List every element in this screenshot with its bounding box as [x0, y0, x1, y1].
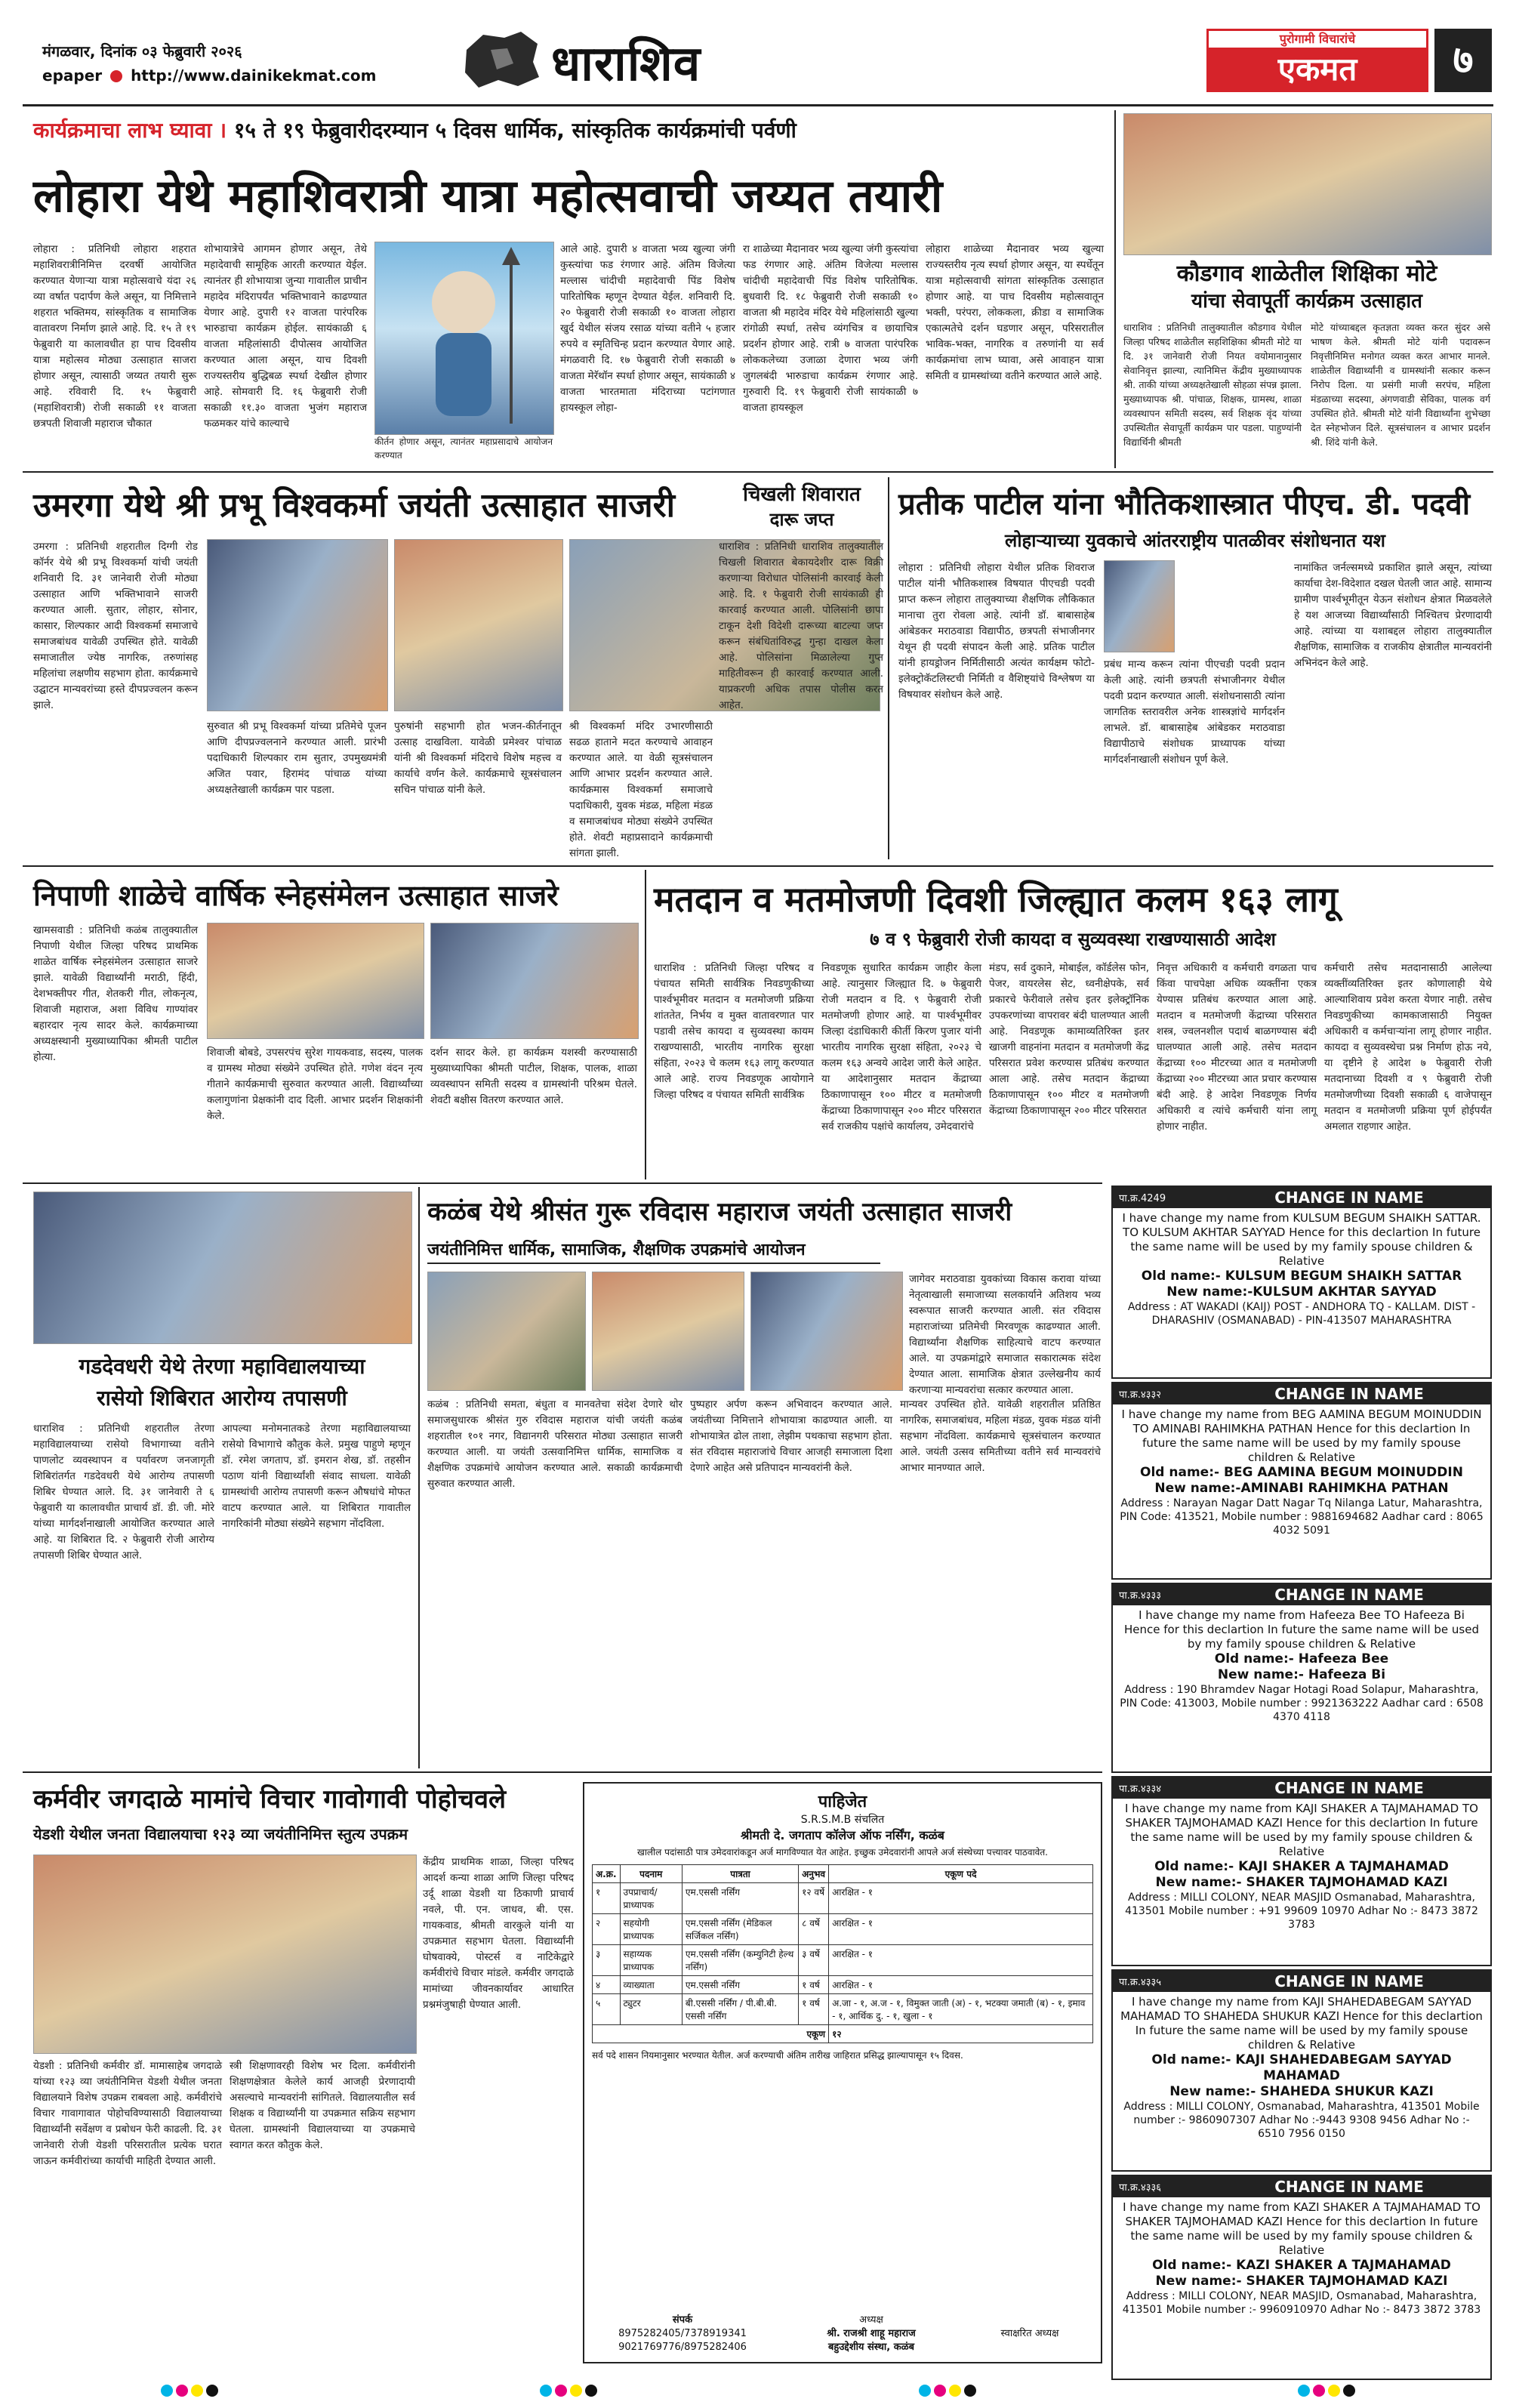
umarga-col-3: पुरुषांनी सहभागी होत भजन-कीर्तनातून उत्साह दाखविला. यावेळी प्रमेश्वर पांचाळ यांनी श्री विश्वकर्मा मंदिराचे विशेष महत्त्व व कार्याचे वर्णन केले. कार्यक्रमाचे सूत्रसंचालन सचिन पांचाळ यांनी केले.	[394, 720, 562, 796]
vacancy-row	[593, 1994, 1093, 2025]
umarga-col-2: सुरुवात श्री प्रभू विश्वकर्मा यांच्या प्रतिमेचे पूजन आणि दीपप्रज्वलनाने करण्यात आली. प्रारंभी पदाधिकारी शिल्पकार राम सुतार, उपमुख्यमंत्री अजित पवार, हिरामंद पांचाळ यांच्या अध्यक्षतेखाली कार्यक्रम पार पडला.	[207, 720, 387, 796]
notice-address: Address : Narayan Nagar Datt Nagar Tq Nilanga Latur, Maharashtra, PIN Code: 413521, Mobile number : 9881694682 Aadhar card : 8065 4032 5091	[1120, 1497, 1484, 1537]
print-registration-marks	[0, 2385, 1516, 2403]
lohara-col-2: शोभायात्रेचे आगमन होणार असून, तेथे महादेवाची सामूहिक आरती करण्यात येईल. त्यानंतर ही शोभायात्रा जुन्या गावातील प्राचीन महादेव मंदिरापर्यंत भक्तिभावाने काढण्यात येणार आहे. दुपारी १२ वाजता पारंपरिक भारुडाचा कार्यक्रम होईल. सायंकाळी ६ वाजता महिलांसाठी दीपोत्सव आयोजित करण्यात आला असून, याच दिवशी राज्यस्तरीय बुद्धिबळ स्पर्धा देखील होणार आहे. सोमवारी दि. १६ फेब्रुवारी रोजी सकाळी ११.३० वाजता भुजंग महाराज फळमकर यांचे काल्याचे	[204, 243, 367, 430]
notice-address: Address : MILLI COLONY, NEAR MASJID, Osmanabad, Maharashtra, 413501 Mobile number :- 9960910970 Adhar No :- 8473 3872 3783	[1122, 2290, 1481, 2316]
nipani-photo-2	[430, 923, 639, 1039]
notice-new-name: New name:- SHAKER TAJMOHAMAD KAZI	[1155, 2274, 1448, 2289]
vacancy-cell: एम.एससी नर्सिंग (मेडिकल सर्जिकल नर्सिंग)	[682, 1914, 798, 1945]
vacancy-row	[593, 1914, 1093, 1945]
name-change-notice	[1111, 1382, 1492, 1580]
notice-new-name: New name:- Hafeeza Bi	[1217, 1667, 1386, 1682]
vacancy-cell: उपप्राचार्य/प्राध्यापक	[620, 1883, 682, 1914]
kalamb-photo-3	[750, 1272, 903, 1391]
vacancy-row	[593, 1883, 1093, 1914]
district-map-icon	[461, 27, 544, 91]
election-headline: मतदान व मतमोजणी दिवशी जिल्ह्यात कलम १६३ लागू	[654, 879, 1338, 920]
website-link[interactable]: http://www.dainikekmat.com	[131, 66, 377, 85]
name-change-notice	[1111, 2175, 1492, 2380]
vacancy-col-header: एकूण पदे	[829, 1865, 1093, 1883]
kalamb-subhead: जयंतीनिमित्त धार्मिक, सामाजिक, शैक्षणिक उपक्रमांचे आयोजन	[427, 1237, 880, 1264]
vacancy-signatory: अध्यक्ष श्री. राजश्री शाहू महाराज बहुउद्देशीय संस्था, कळंब	[827, 2314, 916, 2353]
umarga-col-4: श्री विश्वकर्मा मंदिर उभारणीसाठी सढळ हाताने मदत करण्याचे आवाहन करण्यात आले. या वेळी सूत्रसंचालन आणि आभार प्रदर्शन करण्यात आले. कार्यक्रमास विश्वकर्मा समाजाचे पदाधिकारी, युवक मंडळ, महिला मंडळ व समाजबांधव मोठ्या संख्येने उपस्थित होते. शेवटी महाप्रसादाने कार्यक्रमाची सांगता झाली.	[569, 720, 713, 859]
vacancy-cell: ३ वर्षे	[799, 1945, 829, 1976]
vacancy-col-header: अ.क्र.	[593, 1865, 621, 1883]
notice-ref: पा.क्र.४३३५	[1119, 1977, 1162, 1988]
name-change-notice	[1111, 1776, 1492, 1966]
kalamb-photo-1	[427, 1272, 586, 1391]
vacancy-cell: १	[593, 1883, 621, 1914]
vacancy-cell: १ वर्ष	[799, 1976, 829, 1994]
notice-header	[1113, 1187, 1490, 1208]
phd-headline: प्रतीक पाटील यांना भौतिकशास्त्रात पीएच. डी. पदवी	[898, 487, 1471, 522]
vacancy-row	[593, 1976, 1093, 1994]
vacancy-cell: सहाय्यक प्राध्यापक	[620, 1945, 682, 1976]
phd-col-1: लोहारा : प्रतिनिधी लोहारा येथील प्रतिक शिवराज पाटील यांनी भौतिकशास्त्र विषयात पीएचडी पदवी प्राप्त करून लोहारा तालुक्याच्या शैक्षणिक लौकिकात मानाचा तुरा रोवला आहे. त्यांनी डॉ. बाबासाहेब आंबेडकर मराठवाडा विद्यापीठ, छत्रपती संभाजीनगर येथून ही पदवी संपादन केली आहे. प्रतिक पाटील यांनी हायड्रोजन निर्मितीसाठी अत्यंत कार्यक्षम फोटो-इलेक्ट्रोकॅटलिस्टची निर्मिती व वैशिष्ट्यांचे विश्लेषण या विषयावर संशोधन केले आहे.	[898, 562, 1095, 701]
masthead	[0, 0, 1516, 103]
contact-phone-2: 9021769776/8975282406	[618, 2342, 747, 2353]
phd-col-3: नामांकित जर्नल्समध्ये प्रकाशित झाले असून, त्यांच्या कार्याचा देश-विदेशात दखल घेतली जात आहे. सामान्य ग्रामीण पार्श्वभूमीतून येऊन संशोधन क्षेत्रात मिळवलेले हे यश आजच्या विद्यार्थ्यांसाठी निश्चितच प्रेरणादायी आहे. त्यांच्या या यशाबद्दल लोहारा तालुक्यातील शैक्षणिक, सामाजिक व राजकीय क्षेत्रातील मान्यवरांनी अभिनंदन केले आहे.	[1294, 562, 1492, 669]
lohara-photo-caption: कीर्तन होणार असून, त्यानंतर महाप्रसादाचे आयोजन करण्यात	[374, 436, 553, 461]
retirement-function-photo	[1123, 113, 1492, 255]
terna-camp-photo	[33, 1192, 412, 1344]
notice-ref: पा.क्र.४३३६	[1119, 2182, 1162, 2194]
nipani-col-1: खामसवाडी : प्रतिनिधी कळंब तालुक्यातील निपाणी येथील जिल्हा परिषद प्राथमिक शाळेत वार्षिक स्नेहसंमेलन उत्साहात साजरे झाले. यावेळी विद्यार्थ्यांनी मराठी, हिंदी, देशभक्तीपर गीत, शेतकरी गीत, लोकनृत्य, शिवाजी महाराज, अशा विविध गाण्यांवर बहारदार नृत्य सादर केले. कार्यक्रमाच्या अध्यक्षस्थानी मुख्याध्यापिका श्रीमती पाटील होत्या.	[33, 924, 198, 1063]
kalamb-col-4: जागेवर मराठवाडा युवकांच्या विकास करावा यांच्या नेतृत्वाखाली समाजाच्या सलकार्याने अतिशय भव्य स्वरूपात साजरी करण्यात आली. संत रविदास महाराजांच्या प्रतिमेची मिरवणूक काढण्यात आली. विद्यार्थ्यांना शैक्षणिक साहित्याचे वाटप करण्यात आले. या उपक्रमांद्वारे समाजात सकारात्मक संदेश देण्यात आला. सामाजिक क्षेत्रात उल्लेखनीय कार्य करणाऱ्या मान्यवरांचा सत्कार करण्यात आला.	[909, 1273, 1101, 1396]
teacher-col-1: धाराशिव : प्रतिनिधी तालुक्यातील कौडगाव येथील जिल्हा परिषद शाळेतील सहशिक्षिका श्रीमती मोटे या दि. ३१ जानेवारी रोजी नियत वयोमानानुसार सेवानिवृत्त झाल्या, त्यानिमित्त केंद्रीय मुख्याध्यापक श्री. ताकी यांच्या अध्यक्षतेखाली सोहळा संपन्न झाला. मुख्याध्यापक श्री. पांचाळ, शिक्षक, ग्रामस्थ, शाळा व्यवस्थापन समिती सदस्य, सर्व शिक्षक वृंद यांच्या उपस्थितीत सेवापूर्ती कार्यक्रम पार पडला. पाहुण्यांनी विद्यार्थिनी श्रीमती	[1123, 322, 1302, 448]
phd-col-2: प्रबंध मान्य करून त्यांना पीएचडी पदवी प्रदान केली आहे. त्यांनी छत्रपती संभाजीनगर येथील पदवी प्रदान करण्यात आली. संशोधनासाठी त्यांना जागतिक स्तरावरील अनेक शास्त्रज्ञांचे मार्गदर्शन लाभले. डॉ. बाबासाहेब आंबेडकर मराठवाडा विद्यापीठाचे संशोधक प्राध्यापक यांच्या मार्गदर्शनाखाली संशोधन पूर्ण केले.	[1104, 658, 1285, 766]
notice-old-name: Old name:- KAJI SHAHEDABEGAM SAYYAD MAHAMAD	[1151, 2052, 1452, 2083]
yedshi-headline: कर्मवीर जगदाळे मामांचे विचार गावोगावी पोहोचवले	[33, 1784, 507, 1814]
logo-brand: एकमत	[1209, 48, 1426, 92]
liquor-headline-2: दारू जप्त	[769, 509, 834, 530]
notice-new-name: New name:- SHAHEDA SHUKUR KAZI	[1169, 2084, 1434, 2099]
lord-shiva-photo	[374, 242, 554, 435]
vacancy-intro: खालील पदांसाठी पात्र उमेदवारांकडून अर्ज मागविण्यात येत आहेत. इच्छुक उमेदवारांनी आपले अर्ज संस्थेच्या पत्त्यावर पाठवावेत.	[637, 1847, 1048, 1858]
notice-title: CHANGE IN NAME	[1274, 1779, 1424, 1797]
notice-address: Address : MILLI COLONY, Osmanabad, Maharashtra, 413501 Mobile number :- 9860907307 Adhar No :-9443 9308 9456 Adhar No :- 6510 7956 0150	[1123, 2101, 1480, 2140]
notice-old-name: Old name:- Hafeeza Bee	[1214, 1651, 1389, 1666]
notice-body: I have change my name from Hafeeza Bee TO Hafeeza Bi Hence for this declartion In future the same name will be used by my family spouse children & Relative	[1124, 1608, 1479, 1651]
umarga-photo-1	[207, 539, 388, 711]
logo-tagline: पुरोगामी विचारांचे	[1209, 31, 1426, 48]
vacancy-org: S.R.S.M.B संचलित	[800, 1814, 885, 1826]
globe-icon	[110, 70, 122, 82]
vacancy-cell: ८ वर्षे	[799, 1914, 829, 1945]
election-col-3: मंडप, सर्व दुकाने, मोबाईल, कॉर्डलेस फोन, पेजर, वायरलेस सेट, ध्वनीक्षेपके, सर्व प्रकारचे फेरीवाले तसेच इतर इलेक्ट्रॉनिक उपकरणांच्या वापरावर बंदी घालण्यात आली आहे. निवडणूक कामाव्यतिरिक्त इतर खाजगी वाहनांना मतदान व मतमोजणी केंद्र परिसरात प्रवेश करण्यास प्रतिबंध करण्यात आला आहे. तसेच मतदान केंद्राच्या ठिकाणापासून १०० मीटर व मतमोजणी केंद्राच्या ठिकाणापासून २०० मीटर परिसरात	[989, 962, 1149, 1117]
terna-headline-1: गडदेवधरी येथे तेरणा महाविद्यालयाच्या	[79, 1354, 365, 1379]
newspaper-logo	[1206, 29, 1428, 92]
notice-body: I have change my name from KULSUM BEGUM SHAIKH SATTAR. TO KULSUM AKHTAR SAYYAD Hence for this declartion In future the same name will be used by my family spouse children & Relative	[1122, 1211, 1481, 1268]
terna-col-1: धाराशिव : प्रतिनिधी शहरातील तेरणा महाविद्यालयाच्या रासेयो विभागाच्या वतीने पाणलोट व्यवस्थापन व पर्यावरण जनजागृती शिबिरांतर्गत गडदेवधरी येथे आरोग्य तपासणी शिबिर घेण्यात आले. दि. ३१ जानेवारी ते ६ फेब्रुवारी या कालावधीत प्राचार्य डॉ. डी. जी. मोरे यांच्या मार्गदर्शनाखाली आयोजित करण्यात आले आहे. या शिबिरात दि. २ फेब्रुवारी रोजी आरोग्य तपासणी शिबिर घेण्यात आले.	[33, 1423, 214, 1562]
lohara-col-4: रा शाळेच्या मैदानावर भव्य खुल्या जंगी कुस्त्यांचा फड रंगणार आहे. अंतिम विजेत्या मल्लास चांदीची महादेवाची पिंड विशेष पारितोषिक. बुधवारी दि. १८ फेब्रुवारी रोजी सकाळी १० वाजता श्री महादेव मंदिर येथे महिलांसाठी खुल्या रांगोळी स्पर्धा, तसेच व्यंगचित्र व छायाचित्र प्रदर्शन होणार आहे. रात्री ७ वाजता पारंपरिक लोककलेच्या उजाळा देणारा भव्य जंगी जुगलबंदी भारुडाचा कार्यक्रम रंगणार आहे. गुरुवारी दि. १९ फेब्रुवारी रोजी सायंकाळी ७ वाजता हायस्कूल	[743, 243, 918, 414]
prateek-patil-photo	[1104, 560, 1175, 652]
vacancy-cell: एम.एससी नर्सिंग	[682, 1883, 798, 1914]
notice-title: CHANGE IN NAME	[1274, 1385, 1424, 1403]
name-change-notice	[1111, 1969, 1492, 2172]
notice-old-name: Old name:- BEG AAMINA BEGUM MOINUDDIN	[1140, 1465, 1463, 1480]
yedshi-subhead: येडशी येथील जनता विद्यालयाचा १२३ व्या जयंतीनिमित्त स्तुत्य उपक्रम	[33, 1825, 408, 1843]
vacancy-cell: अ.जा - १, अ.ज - १, विमुक्त जाती (अ) - १, भटक्या जमाती (ब) - १, इमाव - १, आर्थिक दु. - १, खुला - १	[829, 1994, 1093, 2025]
notice-ref: पा.क्र.४३३३	[1119, 1590, 1162, 1602]
notice-ref: पा.क्र.४३३४	[1119, 1784, 1162, 1795]
terna-headline-2: रासेयो शिबिरात आरोग्य तपासणी	[97, 1386, 347, 1411]
election-col-5: कर्मचारी तसेच मतदानासाठी आलेल्या व्यक्तींव्यतिरिक्त इतर कोणालाही येथे आल्याशिवाय प्रवेश करता येणार नाही. तसेच निवडणुकीच्या कामकाजासाठी नियुक्त अधिकारी व कर्मचाऱ्यांना लागू होणार नाहीत. कायदा व सुव्यवस्थेचा प्रश्न निर्माण होऊ नये, या दृष्टीने हे आदेश ७ फेब्रुवारी रोजी मतदानाच्या दिवशी व ९ फेब्रुवारी रोजी मतमोजणीच्या दिवशी सकाळी ६ वाजेपासून मतदान व मतमोजणी प्रक्रिया पूर्ण होईपर्यंत अमलात राहणार आहेत.	[1324, 962, 1492, 1133]
notice-body: I have change my name from KAZI SHAKER A TAJMAHAMAD TO SHAKER TAJMOHAMAD KAZI Hence for this declartion In future the same name will be used by my family spouse children & Relative	[1123, 2200, 1481, 2257]
vacancy-cell: आरक्षित - १	[829, 1976, 1093, 1994]
vacancy-cell: सहयोगी प्राध्यापक	[620, 1914, 682, 1945]
vacancy-col-header: पात्रता	[682, 1865, 798, 1883]
nipani-col-3: दर्शन सादर केले. हा कार्यक्रम यशस्वी करण्यासाठी मुख्याध्यापिका श्रीमती पाटील, शिक्षक, पालक, शाळा व्यवस्थापन समिती सदस्य व ग्रामस्थांनी परिश्रम घेतले. शेवटी बक्षीस वितरण करण्यात आले.	[430, 1047, 637, 1106]
election-col-2: निवडणूक सुधारित कार्यक्रम जाहीर केला आहे. त्यानुसार जिल्ह्यात दि. ७ फेब्रुवारी रोजी मतदान व दि. ९ फेब्रुवारी रोजी मतमोजणी होणार आहे. या पार्श्वभूमीवर जिल्हा दंडाधिकारी कीर्ती किरण पुजार यांनी भारतीय नागरिक सुरक्षा संहिता, २०२३ चे कलम १६३ अन्वये आदेश जारी केले आहेत. या आदेशानुसार मतदान केंद्राच्या ठिकाणापासून १०० मीटर व मतमोजणी केंद्राच्या ठिकाणापासून २०० मीटर परिसरात सर्व राजकीय पक्षांचे कार्यालय, उमेदवारांचे	[821, 962, 981, 1133]
yedshi-photo	[33, 1855, 417, 2054]
notice-address: Address : AT WAKADI (KAIJ) POST - ANDHORA TQ - KALLAM. DIST - DHARASHIV (OSMANABAD) - PIN-413507 MAHARASHTRA	[1127, 1301, 1476, 1327]
notice-new-name: New name:-AMINABI RAHIMKHA PATHAN	[1154, 1481, 1449, 1496]
vacancy-cell: १२ वर्षे	[799, 1883, 829, 1914]
vacancy-cell: ट्युटर	[620, 1994, 682, 2025]
vacancy-row	[593, 1945, 1093, 1976]
notice-address: Address : 190 Bhramdev Nagar Hotagi Road Solapur, Maharashtra, PIN Code: 413003, Mobile number : 9921363222 Aadhar card : 6508 4370 4118	[1120, 1684, 1484, 1723]
teacher-col-2: मोटे यांच्याबद्दल कृतज्ञता व्यक्त करत सुंदर असे भाषण केले. श्रीमती मोटे यांनी पदावरून निवृत्तीनिमित्त मनोगत व्यक्त करत आभार मानले. शाळेतील विद्यार्थ्यांनी व ग्रामस्थांनी सत्कार करून निरोप दिला. या प्रसंगी माजी सरपंच, महिला मंडळाच्या सदस्या, अंगणवाडी सेविका, पालक वर्ग उपस्थित होते. श्रीमती मोटे यांनी विद्यार्थ्यांना शुभेच्छा देत स्नेहभोजन दिले. सूत्रसंचालन व आभार प्रदर्शन श्री. शिंदे यांनी केले.	[1311, 322, 1490, 448]
teacher-headline-1: कौडगाव शाळेतील शिक्षिका मोटे	[1176, 261, 1437, 287]
vacancy-cell: ५	[593, 1994, 621, 2025]
notice-ref: पा.क्र.4249	[1119, 1193, 1166, 1204]
lohara-headline: लोहारा येथे महाशिवरात्री यात्रा महोत्सवाची जय्यत तयारी	[33, 170, 943, 223]
vacancy-col-header: पदनाम	[620, 1865, 682, 1883]
vacancy-cell: एम.एससी नर्सिंग	[682, 1976, 798, 1994]
notice-header	[1113, 1971, 1490, 1992]
banner-text: १५ ते १९ फेब्रुवारीदरम्यान ५ दिवस धार्मिक, सांस्कृतिक कार्यक्रमांची पर्वणी	[233, 118, 797, 143]
election-col-1: धाराशिव : प्रतिनिधी जिल्हा परिषद व पंचायत समिती सार्वत्रिक निवडणुकीच्या पार्श्वभूमीवर मतदान व मतमोजणी प्रक्रिया शांततेत, निर्भय व मुक्त वातावरणात पार पडावी तसेच कायदा व सुव्यवस्था कायम राखण्यासाठी, भारतीय नागरिक सुरक्षा संहिता, २०२३ चे कलम १६३ लागू करण्यात आले आहे. राज्य निवडणूक आयोगाने जिल्हा परिषद व पंचायत समिती सार्वत्रिक	[654, 962, 814, 1101]
vacancy-cell: व्याख्याता	[620, 1976, 682, 1994]
vacancy-table	[592, 1864, 1093, 2043]
notice-new-name: New name:- SHAKER TAJMOHAMAD KAZI	[1155, 1875, 1448, 1890]
vacancy-cell: ३	[593, 1945, 621, 1976]
liquor-headline-1: चिखली शिवारात	[743, 483, 861, 506]
lohara-col-3: आले आहे. दुपारी ४ वाजता भव्य खुल्या जंगी कुस्त्यांचा फड रंगणार आहे. अंतिम विजेत्या मल्लास चांदीची महादेवाची पिंड विशेष पारितोषिक म्हणून देण्यात येईल. शनिवारी दि. २० फेब्रुवारी रोजी सकाळी १० वाजता लोहारा खुर्द येथील संजय रसाळ यांच्या वतीने ५ हजार रुपये व स्मृतिचिन्ह प्रदान करण्यात येणार आहे. मंगळवारी दि. १७ फेब्रुवारी रोजी सकाळी ७ वाजता मेरॅथॉन स्पर्धा होणार असून, सायंकाळी ४ वाजता भारतमाता मंदिराच्या पटांगणात हायस्कूल लोहा-	[560, 243, 735, 414]
notice-old-name: Old name:- KAJI SHAKER A TAJMAHAMAD	[1154, 1859, 1449, 1874]
election-subhead: ७ व ९ फेब्रुवारी रोजी कायदा व सुव्यवस्था राखण्यासाठी आदेश	[870, 929, 1276, 950]
vacancy-col-header: अनुभव	[799, 1865, 829, 1883]
notice-old-name: Old name:- KAZI SHAKER A TAJMAHAMAD	[1152, 2258, 1451, 2273]
umarga-headline: उमरगा येथे श्री प्रभू विश्वकर्मा जयंती उत्साहात साजरी	[33, 486, 675, 525]
contact-phone-1: 8975282405/7378919341	[618, 2328, 747, 2339]
kalamb-col-2: पुष्पहार अर्पण करून अभिवादन करण्यात आले. जयंतीच्या निमित्ताने शोभायात्रा काढण्यात आली. या शोभायात्रेत ढोल ताशा, लेझीम पथकाचा सहभाग होता. संत रविदास महाराजांचे विचार आजही समाजाला दिशा देणारे आहेत असे प्रतिपादन मान्यवरांनी केले.	[690, 1398, 892, 1474]
kalamb-col-3: मान्यवर उपस्थित होते. यावेळी शहरातील प्रतिष्ठित नागरिक, समाजबांधव, महिला मंडळ, युवक मंडळ यांनी सहभाग नोंदविला. कार्यक्रमाचे सूत्रसंचालन करण्यात आले. जयंती उत्सव समितीच्या वतीने सर्व मान्यवरांचे आभार मानण्यात आले.	[900, 1398, 1101, 1474]
edition-name: धाराशिव	[551, 36, 701, 92]
nipani-col-2: शिवाजी बोबडे, उपसरपंच सुरेश गायकवाड, सदस्य, पालक व ग्रामस्थ मोठ्या संख्येने उपस्थित होते. गणेश वंदन नृत्य गीताने कार्यक्रमाची सुरुवात करण्यात आली. विद्यार्थ्यांच्या कलागुणांना प्रेक्षकांनी दाद दिली. आभार प्रदर्शन शिक्षकांनी केले.	[207, 1047, 423, 1122]
notice-header	[1113, 1584, 1490, 1605]
notice-body: I have change my name from KAJI SHAKER A TAJMAHAMAD TO SHAKER TAJMOHAMAD KAZI Hence for this declartion In future the same name will be used by my family spouse children & Relative	[1125, 1802, 1478, 1858]
name-change-notice	[1111, 1186, 1492, 1379]
vacancy-college: श्रीमती दे. जगताप कॉलेज ऑफ नर्सिंग, कळंब	[741, 1828, 944, 1842]
umarga-photo-2	[394, 539, 563, 711]
notice-title: CHANGE IN NAME	[1274, 1972, 1424, 1990]
terna-col-2: आपल्या मनोमनातकडे तेरणा महाविद्यालयाच्या रासेयो विभागाचे कौतुक केले. प्रमुख पाहुणे म्हणून डॉ. रमेश जगताप, डॉ. इमरान शेख, डॉ. तहसीन पठाण यांनी विद्यार्थ्यांशी संवाद साधला. यावेळी ग्रामस्थांची आरोग्य तपासणी करून औषधांचे मोफत वाटप करण्यात आले. या शिबिरात गावातील नागरिकांनी मोठ्या संख्येने सहभाग नोंदविला.	[222, 1423, 411, 1530]
lohara-col-1: लोहारा : प्रतिनिधी लोहारा शहरात महाशिवरात्रीनिमित्त दरवर्षी आयोजित करण्यात येणाऱ्या यात्रा महोत्सवाचे यंदा २६ व्या वर्षात पदार्पण केले असून, या निमित्ताने शहरात भक्तिमय, सांस्कृतिक व सामाजिक वातावरण निर्माण झाले आहे. दि. १५ ते १९ फेब्रुवारी या कालावधीत हा पाच दिवसीय यात्रा महोत्सव मोठ्या उत्साहात साजरा होणार असून, त्यासाठी जय्यत तयारी सुरू आहे. रविवारी दि. १५ फेब्रुवारी (महाशिवरात्री) रोजी सकाळी ११ वाजता छत्रपती शिवाजी महाराज चौकात	[33, 243, 196, 430]
notice-ref: पा.क्र.४३३२	[1119, 1389, 1162, 1401]
name-change-notice	[1111, 1583, 1492, 1773]
nipani-headline: निपाणी शाळेचे वार्षिक स्नेहसंमेलन उत्साहात साजरे	[33, 879, 559, 912]
vacancy-total-row	[593, 2025, 1093, 2043]
kalamb-headline: कळंब येथे श्रीसंत गुरू रविदास महाराज जयंती उत्साहात साजरी	[427, 1197, 1012, 1227]
vacancy-cell: आरक्षित - १	[829, 1945, 1093, 1976]
notice-body: I have change my name from BEG AAMINA BEGUM MOINUDDIN TO AMINABI RAHIMKHA PATHAN Hence for this declartion In future the same name will be used by my family spouse children & Relative	[1121, 1407, 1482, 1464]
election-col-4: निवृत्त अधिकारी व कर्मचारी वगळता पाच किंवा पाचपेक्षा अधिक व्यक्तींना एकत्र येण्यास प्रतिबंध करण्यात आला आहे. मतदान व मतमोजणी केंद्राच्या परिसरात शस्त्र, ज्वलनशील पदार्थ बाळगण्यास बंदी घालण्यात आली आहे. तसेच मतदान केंद्राच्या १०० मीटरच्या आत व मतमोजणी केंद्राच्या २०० मीटरच्या आत प्रचार करण्यास बंदी आहे. हे आदेश निवडणूक निर्णय अधिकारी व त्यांचे कर्मचारी यांना लागू होणार नाहीत.	[1157, 962, 1317, 1133]
vacancy-cell: २	[593, 1914, 621, 1945]
vacancy-contact: संपर्क 8975282405/7378919341 9021769776/8975282406	[592, 2314, 773, 2354]
issue-date: मंगळवार, दिनांक ०३ फेब्रुवारी २०२६	[42, 42, 242, 60]
vacancy-cell: ४	[593, 1976, 621, 1994]
kalamb-photo-2	[592, 1272, 744, 1391]
notice-address: Address : MILLI COLONY, NEAR MASJID Osmanabad, Maharashtra, 413501 Mobile number : +91 99609 10970 Adhar No :- 8473 3872 3783	[1125, 1892, 1478, 1931]
vacancy-total-label: एकूण	[593, 2025, 829, 2043]
yedshi-col-1: येडशी : प्रतिनिधी कर्मवीर डॉ. मामासाहेब जगदाळे यांच्या १२३ व्या जयंतीनिमित्त येडशी येथील जनता विद्यालयाने विशेष उपक्रम राबवला आहे. कर्मवीरांचे विचार गावागावात पोहोचविण्यासाठी विद्यालयाच्या विद्यार्थ्यांनी सर्वेक्षण व प्रबोधन फेरी काढली. दि. ३१ जानेवारी रोजी येडशी परिसरातील प्रत्येक घरात जाऊन कर्मवीरांच्या कार्याची माहिती देण्यात आली.	[33, 2060, 222, 2167]
phd-subhead: लोहाऱ्याच्या युवकाचे आंतरराष्ट्रीय पातळीवर संशोधनात यश	[1005, 530, 1385, 551]
banner-lead: कार्यक्रमाचा लाभ घ्यावा	[33, 118, 212, 143]
event-banner: कार्यक्रमाचा लाभ घ्यावा । १५ ते १९ फेब्रुवारीदरम्यान ५ दिवस धार्मिक, सांस्कृतिक कार्यक्रमांची पर्वणी	[33, 118, 797, 143]
vacancy-footer: सर्व पदे शासन नियमानुसार भरण्यात येतील. अर्ज करण्याची अंतिम तारीख जाहिरात प्रसिद्ध झाल्यापासून १५ दिवस.	[592, 2050, 963, 2061]
notice-new-name: New name:-KULSUM AKHTAR SAYYAD	[1166, 1284, 1437, 1300]
lohara-col-5: लोहारा शाळेच्या मैदानावर भव्य खुल्या राज्यस्तरीय नृत्य स्पर्धा होणार असून, या स्पर्धेतून यात्रा महोत्सवाची सांगता सांस्कृतिक उत्साहात होणार आहे. या पाच दिवसीय महोत्सवातून भक्ती, परंपरा, लोककला, क्रीडा व सामाजिक एकात्मतेचे दर्शन घडणार असून, परिसरातील भाविक-भक्त, नागरिक व तरुणांनी या सर्व कार्यक्रमांचा लाभ घ्यावा, असे आवाहन यात्रा समिती व ग्रामस्थांच्या वतीने करण्यात आले आहे.	[926, 243, 1104, 382]
vacancy-sign-role: स्वाक्षरित अध्यक्ष	[1000, 2328, 1059, 2339]
vacancy-cell: आरक्षित - १	[829, 1883, 1093, 1914]
notice-title: CHANGE IN NAME	[1274, 1189, 1424, 1207]
page-number: ७	[1434, 29, 1492, 92]
notice-header	[1113, 1777, 1490, 1799]
vacancy-total-value: १२	[829, 2025, 1093, 2043]
kalamb-col-1: कळंब : प्रतिनिधी समता, बंधुता व मानवतेचा संदेश देणारे थोर समाजसुधारक श्रीसंत गुरु रविदास महाराज यांची जयंती कळंब शहरातील १०१ नगर, विद्यानगरी परिसरात मोठ्या उत्साहात साजरी करण्यात आली. या जयंती उत्सवानिमित्त धार्मिक, सामाजिक व शैक्षणिक उपक्रमांचे आयोजन करण्यात आले. सकाळी कार्यक्रमाची सुरुवात करण्यात आली.	[427, 1398, 683, 1490]
teacher-headline-2: यांचा सेवापूर्ती कार्यक्रम उत्साहात	[1191, 290, 1422, 313]
vacancy-cell: एम.एससी नर्सिंग (कम्युनिटी हेल्थ नर्सिंग)	[682, 1945, 798, 1976]
notice-title: CHANGE IN NAME	[1274, 2178, 1424, 2196]
notice-title: CHANGE IN NAME	[1274, 1586, 1424, 1604]
notice-header	[1113, 2176, 1490, 2197]
notice-old-name: Old name:- KULSUM BEGUM SHAIKH SATTAR	[1141, 1269, 1462, 1284]
vacancy-cell: आरक्षित - १	[829, 1914, 1093, 1945]
liquor-body: धाराशिव : प्रतिनिधी धाराशिव तालुक्यातील चिखली शिवारात बेकायदेशीर दारू विक्री करणाऱ्या विरोधात पोलिसांनी कारवाई केली आहे. दि. १ फेब्रुवारी रोजी सायंकाळी ही कारवाई करण्यात आली. पोलिसांनी छापा टाकून देशी विदेशी दारूच्या बाटल्या जप्त करून संबंधितांविरुद्ध गुन्हा दाखल केला आहे. पोलिसांना मिळालेल्या गुप्त माहितीवरून ही कारवाई करण्यात आली. याप्रकरणी अधिक तपास पोलीस करत आहेत.	[719, 541, 883, 711]
epaper-line: epaper http://www.dainikekmat.com	[42, 66, 377, 85]
yedshi-col-3: केंद्रीय प्राथमिक शाळा, जिल्हा परिषद आदर्श कन्या शाळा आणि जिल्हा परिषद उर्दू शाळा येडशी या ठिकाणी प्राचार्य नवले, पी. एन. जाधव, बी. एस. गायकवाड, श्रीमती वारकुले यांनी या उपक्रमात सहभाग घेतला. विद्यार्थ्यांनी घोषवाक्ये, पोस्टर्स व नाटिकेद्वारे कर्मवीरांचे विचार मांडले. कर्मवीर जगदाळे मामांच्या जीवनकार्यावर आधारित प्रश्नमंजुषाही घेण्यात आली.	[423, 1856, 574, 2011]
yedshi-col-2: स्त्री शिक्षणावरही विशेष भर दिला. कर्मवीरांनी शिक्षणक्षेत्रात केलेले कार्य आजही प्रेरणादायी असल्याचे मान्यवरांनी सांगितले. विद्यालयातील सर्व शिक्षक व विद्यार्थ्यांनी या उपक्रमात सक्रिय सहभाग घेतला. ग्रामस्थांनी विद्यालयाच्या या उपक्रमाचे स्वागत करत कौतुक केले.	[230, 2060, 415, 2151]
vacancy-heading: पाहिजेत	[818, 1793, 867, 1811]
umarga-col-1: उमरगा : प्रतिनिधी शहरातील दिग्गी रोड कॉर्नर येथे श्री प्रभू विश्वकर्मा यांची जयंती शनिवारी दि. ३१ जानेवारी रोजी मोठ्या उत्साहात आणि भक्तिभावाने साजरी करण्यात आली. सुतार, लोहार, सोनार, कासार, शिल्पकार आदी विश्वकर्मा समाजाचे समाजबांधव यावेळी उपस्थित होते. यावेळी समाजातील ज्येष्ठ नागरिक, तरुणांसह महिलांचा लक्षणीय सहभाग होता. कार्यक्रमाचे उद्घाटन मान्यवरांच्या हस्ते दीपप्रज्वलन करून झाले.	[33, 541, 198, 711]
vacancy-cell: १ वर्ष	[799, 1994, 829, 2025]
nipani-photo-1	[207, 923, 424, 1039]
notice-body: I have change my name from KAJI SHAHEDABEGAM SAYYAD MAHAMAD TO SHAHEDA SHUKUR KAZI Hence for this declartion In future the same name will be used by my family spouse children & Relative	[1120, 1995, 1483, 2052]
vacancy-cell: बी.एससी नर्सिंग / पी.बी.बी. एससी नर्सिंग	[682, 1994, 798, 2025]
notice-header	[1113, 1383, 1490, 1404]
vacancy-advertisement	[583, 1782, 1102, 2363]
